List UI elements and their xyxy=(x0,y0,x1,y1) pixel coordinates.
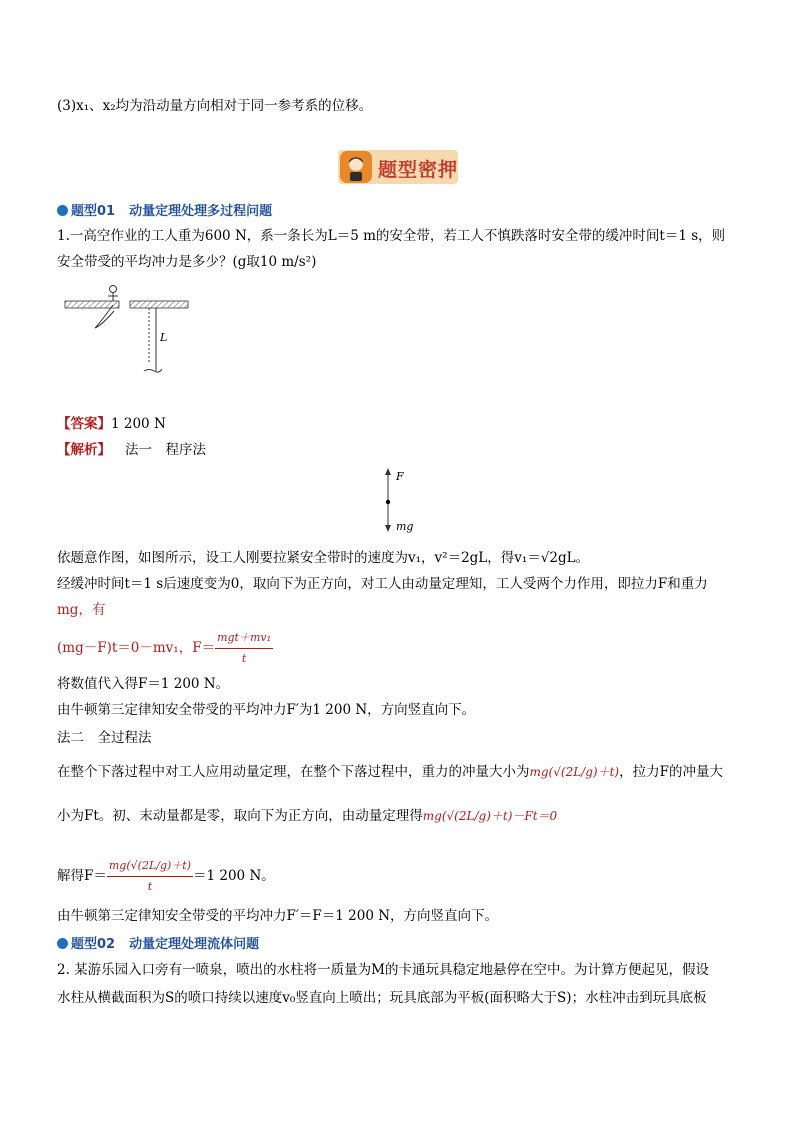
solution-step-6: 由牛顿第三定律知安全带受的平均冲力F′为1 200 N，方向竖直向下。 xyxy=(57,702,476,718)
solution-step-10: 由牛顿第三定律知安全带受的平均冲力F′＝F＝1 200 N，方向竖直向下。 xyxy=(57,908,499,924)
figure-worker-belt xyxy=(62,283,202,383)
force-label-mg: mg xyxy=(396,520,414,533)
solution-step-4: (mg－F)t＝0－mv₁，F＝ $\frac{\text{mgt＋mv₁}}{t}$ xyxy=(57,628,273,669)
solution-step-3: mg，有 xyxy=(57,602,106,618)
solution-step-1: 依题意作图，如图所示，设工人刚要拉紧安全带时的速度为v₁，v²＝2gL，得v₁＝√2gL。 xyxy=(57,550,590,566)
analysis-line: 【解析】 法一 程序法 xyxy=(57,442,206,458)
question-2-line1: 2. 某游乐园入口旁有一喷泉，喷出的水柱将一质量为M的卡通玩具稳定地悬停在空中。为计算方便起见，假设 xyxy=(57,962,709,978)
teacher-icon xyxy=(340,151,372,183)
momentum-equation: mg(√(2L/g)＋t)－Ft＝0 xyxy=(422,809,558,823)
banner-title: 题型密押 xyxy=(378,159,459,181)
question-1-line2: 安全带受的平均冲力是多少？(g取10 m/s²) xyxy=(57,254,317,270)
figure-label-L: L xyxy=(160,331,168,344)
solution-step-8: 小为Ft。初、末动量都是零，取向下为正方向，由动量定理得mg(√(2L/g)＋t)－Ft＝0 xyxy=(57,808,558,824)
section-header-type02: 题型02 动量定理处理流体问题 xyxy=(57,933,259,952)
section-banner xyxy=(338,150,458,184)
answer-line: 【答案】1 200 N xyxy=(57,416,166,432)
location-pin-icon xyxy=(57,205,68,216)
location-pin-icon xyxy=(57,938,68,949)
method-2-title: 法二 全过程法 xyxy=(57,730,152,746)
force-diagram xyxy=(378,466,428,538)
question-1-line1: 1.一高空作业的工人重为600 N，系一条长为L＝5 m的安全带，若工人不慎跌落时安全带的缓冲时间t＝1 s，则 xyxy=(57,228,726,244)
solution-step-5: 将数值代入得F＝1 200 N。 xyxy=(57,676,230,692)
force-label-F: F xyxy=(396,470,404,483)
solution-step-7: 在整个下落过程中对工人应用动量定理，在整个下落过程中，重力的冲量大小为mg(√(2L/g)＋t)，拉力F的冲量大 xyxy=(57,764,723,780)
section-header-type01: 题型01 动量定理处理多过程问题 xyxy=(57,200,272,219)
solution-step-9: 解得F＝ $\frac{mg(√(2L/g)+t)}{t}$ ＝1 200 N。 xyxy=(57,856,275,897)
top-note: (3)x₁、x₂均为沿动量方向相对于同一参考系的位移。 xyxy=(57,98,373,114)
impulse-gravity-expr: mg(√(2L/g)＋t) xyxy=(529,765,620,779)
question-2-line2: 水柱从横截面积为S的喷口持续以速度v₀竖直向上喷出；玩具底部为平板(面积略大于S)；水柱冲击到玩具底板 xyxy=(57,990,707,1006)
solution-step-2: 经缓冲时间t＝1 s后速度变为0，取向下为正方向，对工人由动量定理知，工人受两个力作用，即拉力F和重力 xyxy=(57,576,708,592)
